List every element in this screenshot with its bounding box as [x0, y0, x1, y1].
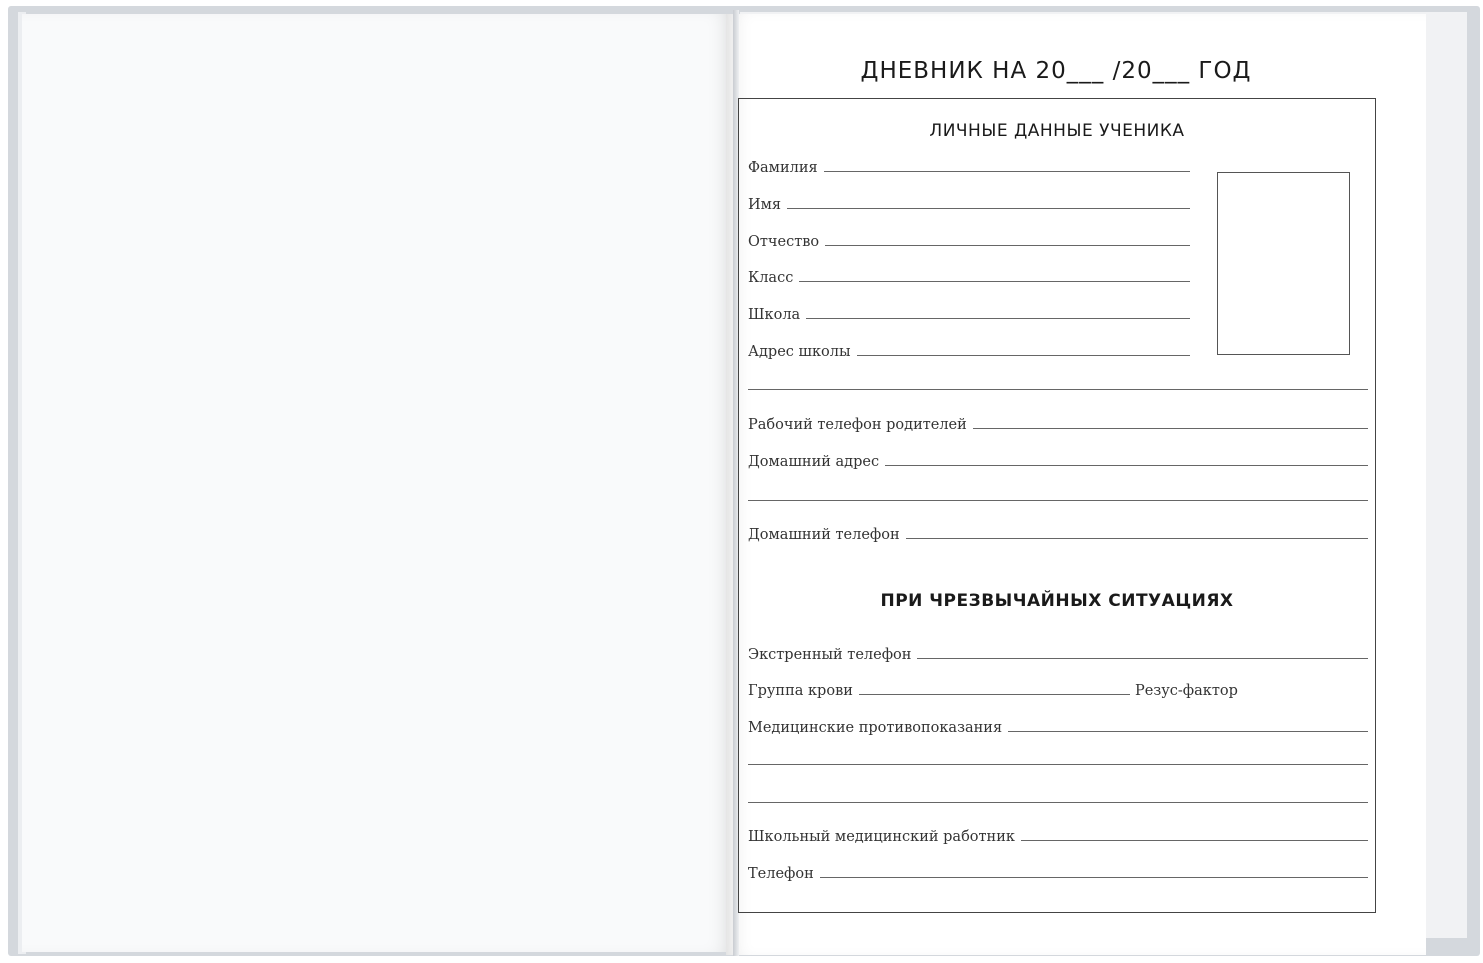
- blood-group-label: Группа крови: [748, 683, 853, 699]
- home-address-label: Домашний адрес: [748, 454, 880, 470]
- rh-factor-label: Резус-фактор: [1135, 683, 1238, 699]
- medical-contraindications-label: Медицинские противопоказания: [748, 720, 1003, 736]
- parents-work-phone-line[interactable]: [973, 415, 1368, 429]
- class-line[interactable]: [799, 268, 1190, 282]
- home-phone-label: Домашний телефон: [748, 527, 900, 543]
- medical-extra-line-2[interactable]: [748, 802, 1368, 803]
- home-phone-field[interactable]: [748, 523, 1368, 543]
- emergency-phone-field[interactable]: [748, 643, 1368, 663]
- patronymic-label: Отчество: [748, 234, 820, 250]
- phone-label: Телефон: [748, 866, 814, 882]
- medical-extra-line-1[interactable]: [748, 764, 1368, 765]
- patronymic-field[interactable]: [748, 230, 1190, 250]
- school-label: Школа: [748, 307, 801, 323]
- school-address-label: Адрес школы: [748, 344, 851, 360]
- name-field[interactable]: [748, 193, 1190, 213]
- section-personal-title: ЛИЧНЫЕ ДАННЫЕ УЧЕНИКА: [929, 121, 1185, 141]
- home-address-field[interactable]: [748, 450, 1368, 470]
- blood-group-field[interactable]: [748, 679, 1130, 699]
- diary-title: ДНЕВНИК НА 20___ /20___ ГОД: [860, 58, 1252, 84]
- home-phone-line[interactable]: [906, 525, 1368, 539]
- medical-contraindications-field[interactable]: [748, 716, 1368, 736]
- left-page-blank: [22, 14, 734, 952]
- class-label: Класс: [748, 270, 794, 286]
- photo-box: [1217, 172, 1350, 355]
- section-emergency-title: ПРИ ЧРЕЗВЫЧАЙНЫХ СИТУАЦИЯХ: [880, 591, 1234, 611]
- school-address-field[interactable]: [748, 340, 1190, 360]
- patronymic-line[interactable]: [825, 232, 1190, 246]
- blood-group-line[interactable]: [859, 681, 1130, 695]
- parents-work-phone-field[interactable]: [748, 413, 1368, 433]
- emergency-phone-line[interactable]: [917, 645, 1368, 659]
- name-label: Имя: [748, 197, 782, 213]
- medical-contraindications-line[interactable]: [1008, 718, 1368, 732]
- rh-factor-field[interactable]: [1135, 679, 1238, 699]
- school-field[interactable]: [748, 303, 1190, 323]
- class-field[interactable]: [748, 266, 1190, 286]
- school-medic-label: Школьный медицинский работник: [748, 829, 1015, 845]
- school-medic-line[interactable]: [1021, 827, 1368, 841]
- home-address-line[interactable]: [885, 452, 1368, 466]
- school-address-extra-line[interactable]: [748, 389, 1368, 390]
- home-address-extra-line[interactable]: [748, 500, 1368, 501]
- emergency-phone-label: Экстренный телефон: [748, 647, 912, 663]
- school-medic-field[interactable]: [748, 825, 1368, 845]
- parents-work-phone-label: Рабочий телефон родителей: [748, 417, 967, 433]
- school-line[interactable]: [806, 305, 1190, 319]
- surname-line[interactable]: [824, 158, 1190, 172]
- surname-label: Фамилия: [748, 160, 818, 176]
- name-line[interactable]: [787, 195, 1190, 209]
- surname-field[interactable]: [748, 156, 1190, 176]
- school-address-line[interactable]: [857, 342, 1190, 356]
- phone-line[interactable]: [820, 864, 1368, 878]
- phone-field[interactable]: [748, 862, 1368, 882]
